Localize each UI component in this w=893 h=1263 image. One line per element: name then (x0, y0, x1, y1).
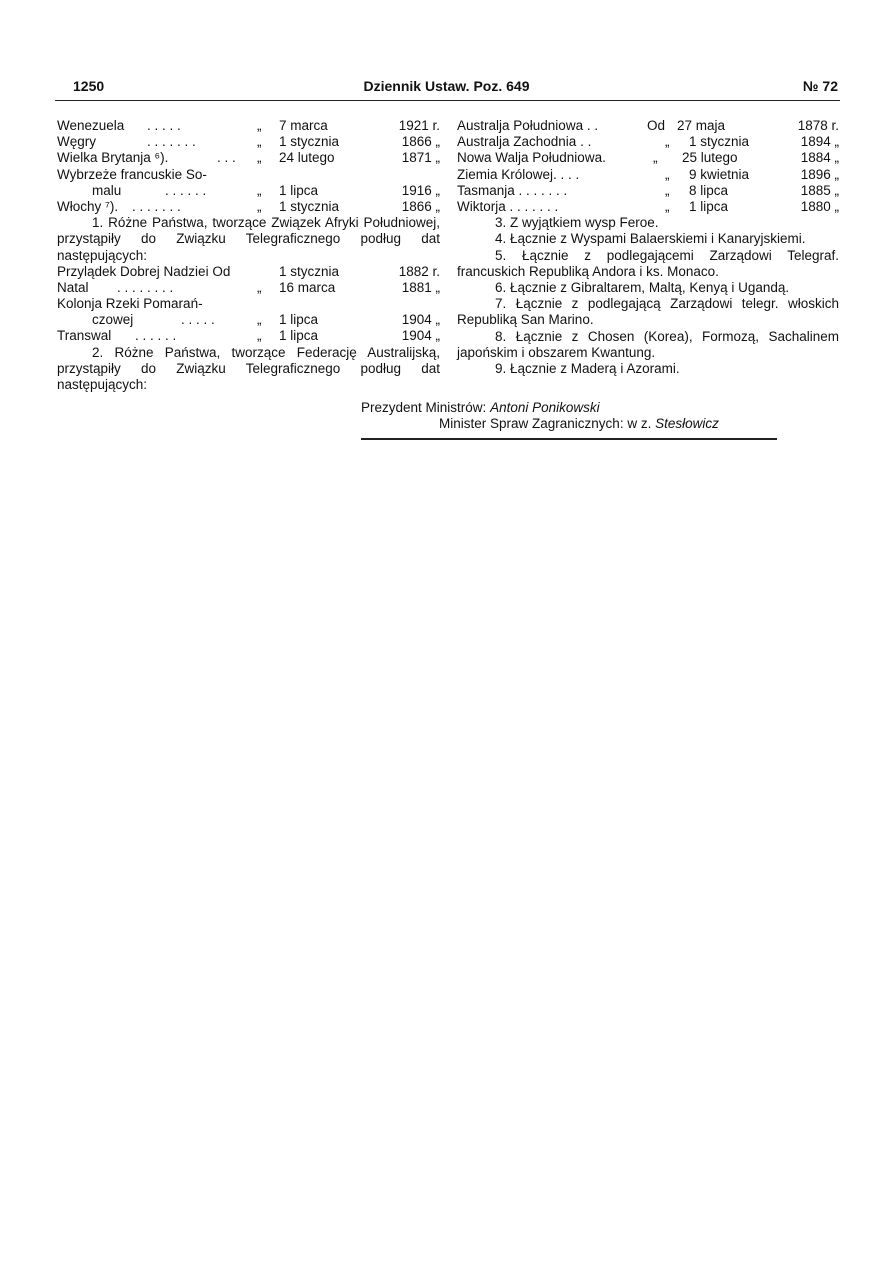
footnote-7: 7. Łącznie z podlegającą Zarządowi telegr. włoskich Republiką San Marino. (457, 296, 839, 328)
footnote-8: 8. Łącznie z Chosen (Korea), Formozą, Sachalinem japońskim i obszarem Kwantung. (457, 328, 839, 360)
leader-dots: . . . . . (181, 312, 215, 328)
list-item (57, 312, 440, 328)
date: 1 stycznia (689, 134, 750, 150)
right-column (457, 118, 839, 377)
ditto-mark: „ (257, 279, 262, 295)
date: 16 marca (279, 279, 336, 295)
list-item (57, 150, 440, 166)
ditto-mark: „ (665, 198, 670, 214)
country-name: czowej (92, 312, 134, 328)
left-column (57, 118, 440, 393)
date: 8 lipca (689, 182, 729, 198)
closing-rule (361, 438, 777, 440)
state-name: Australja Zachodnia . . (457, 134, 592, 150)
footnote-6: 6. Łącznie z Gibraltarem, Maltą, Kenyą i Ugandą. (495, 279, 790, 295)
year: 1871 „ (401, 150, 440, 166)
signatory-name: Antoni Ponikowski (490, 400, 600, 415)
year: 1916 „ (401, 182, 440, 198)
ditto-mark: „ (257, 118, 262, 133)
ditto-mark: „ (257, 312, 262, 328)
leader-dots: . . . . . . . (147, 134, 196, 150)
state-name: Nowa Walja Południowa. (457, 150, 606, 166)
paragraph-south-africa: 1. Różne Państwa, tworzące Związek Afryki Południowej, przystąpiły do Związku Telegraficznego podług dat następujących: (57, 215, 440, 263)
year: 1904 „ (401, 328, 440, 344)
state-name: Tasmanja . . . . . . . (457, 182, 568, 198)
list-item (57, 183, 440, 199)
ditto-mark: „ (257, 328, 262, 344)
paragraph-australia: 2. Różne Państwa, tworzące Federację Australijską, przystąpiły do Związku Telegraficznego podług dat następujących: (57, 344, 440, 393)
issue-number: № 72 (802, 78, 838, 94)
ditto-mark: „ (257, 182, 262, 198)
from-label: Od (647, 118, 666, 133)
year: 1904 „ (401, 312, 440, 328)
list-item (57, 328, 440, 344)
country-name: Kolonja Rzeki Pomarań- (57, 296, 203, 312)
list-item (457, 167, 839, 183)
country-name: Natal (57, 279, 89, 295)
country-name: Węgry (57, 134, 97, 150)
leader-dots: . . . . . . . (132, 198, 181, 214)
country-name: Wielka Brytanja ⁶). (57, 150, 169, 166)
list-item (57, 296, 440, 312)
date: 1 lipca (279, 328, 319, 344)
list-item (57, 280, 440, 296)
year: 1921 r. (398, 118, 440, 133)
signature-label: Prezydent Ministrów: (361, 400, 487, 415)
date: 1 stycznia (279, 198, 340, 214)
ditto-mark: „ (257, 134, 262, 150)
footnote-3: 3. Z wyjątkiem wysp Feroe. (495, 215, 659, 231)
footnote-9: 9. Łącznie z Maderą i Azorami. (495, 360, 680, 376)
state-name: Wiktorja . . . . . . . (457, 198, 559, 214)
page-header (55, 78, 838, 98)
list-item (457, 199, 839, 215)
footnote-5: 5. Łącznie z podlegającemi Zarządowi Telegraf. francuskich Republiką Andora i ks. Monaco. (457, 247, 839, 279)
date: 27 maja (677, 118, 726, 133)
list-item (457, 118, 839, 134)
state-name: Ziemia Królowej. . . . (457, 166, 580, 182)
date: 1 stycznia (279, 263, 340, 279)
country-name: Transwal (57, 328, 112, 344)
ditto-mark: „ (257, 150, 262, 166)
ditto-mark: „ (653, 150, 658, 166)
state-name: Australja Południowa . . (457, 118, 599, 133)
date: 9 kwietnia (689, 166, 750, 182)
country-name: malu (92, 182, 122, 198)
ditto-mark: „ (665, 166, 670, 182)
header-rule (55, 100, 840, 101)
leader-dots: . . . . . . . . (117, 279, 174, 295)
list-item (57, 199, 440, 215)
country-name: Włochy ⁷). (57, 198, 119, 214)
country-name: Wybrzeże francuskie So- (57, 166, 207, 182)
date: 1 lipca (689, 198, 729, 214)
page-number: 1250 (73, 78, 105, 94)
country-name: Wenezuela (57, 118, 125, 133)
list-item (57, 118, 440, 134)
date: 1 lipca (279, 182, 319, 198)
list-item (57, 167, 440, 183)
date: 24 lutego (279, 150, 335, 166)
country-name: Przylądek Dobrej Nadziei Od (57, 263, 231, 279)
list-item (457, 183, 839, 199)
year: 1894 „ (800, 134, 839, 150)
signature-foreign-minister (439, 416, 719, 431)
list-item (457, 134, 839, 150)
signature-prime-minister (361, 400, 600, 415)
ditto-mark: „ (665, 134, 670, 150)
journal-title: Dziennik Ustaw. Poz. 649 (363, 78, 530, 94)
date: 25 lutego (682, 150, 738, 166)
date: 1 stycznia (279, 134, 340, 150)
footnote-4: 4. Łącznie z Wyspami Balaerskiemi i Kanaryjskiemi. (495, 231, 806, 247)
year: 1878 r. (797, 118, 839, 133)
year: 1885 „ (800, 182, 839, 198)
signatory-name: Stesłowicz (655, 416, 719, 431)
ditto-mark: „ (257, 198, 262, 214)
leader-dots: . . . . . . (165, 182, 207, 198)
list-item (57, 264, 440, 280)
signature-label: Minister Spraw Zagranicznych: w z. (439, 416, 652, 431)
year: 1881 „ (401, 279, 440, 295)
leader-dots: . . . . . . (135, 328, 177, 344)
date: 7 marca (279, 118, 328, 133)
list-item (57, 134, 440, 150)
leader-dots: . . . . . (147, 118, 181, 133)
year: 1880 „ (800, 198, 839, 214)
year: 1884 „ (800, 150, 839, 166)
leader-dots: . . . (217, 150, 236, 166)
year: 1866 „ (401, 134, 440, 150)
date: 1 lipca (279, 312, 319, 328)
year: 1866 „ (401, 198, 440, 214)
year: 1882 r. (398, 263, 440, 279)
year: 1896 „ (800, 166, 839, 182)
list-item (457, 150, 839, 166)
ditto-mark: „ (665, 182, 670, 198)
